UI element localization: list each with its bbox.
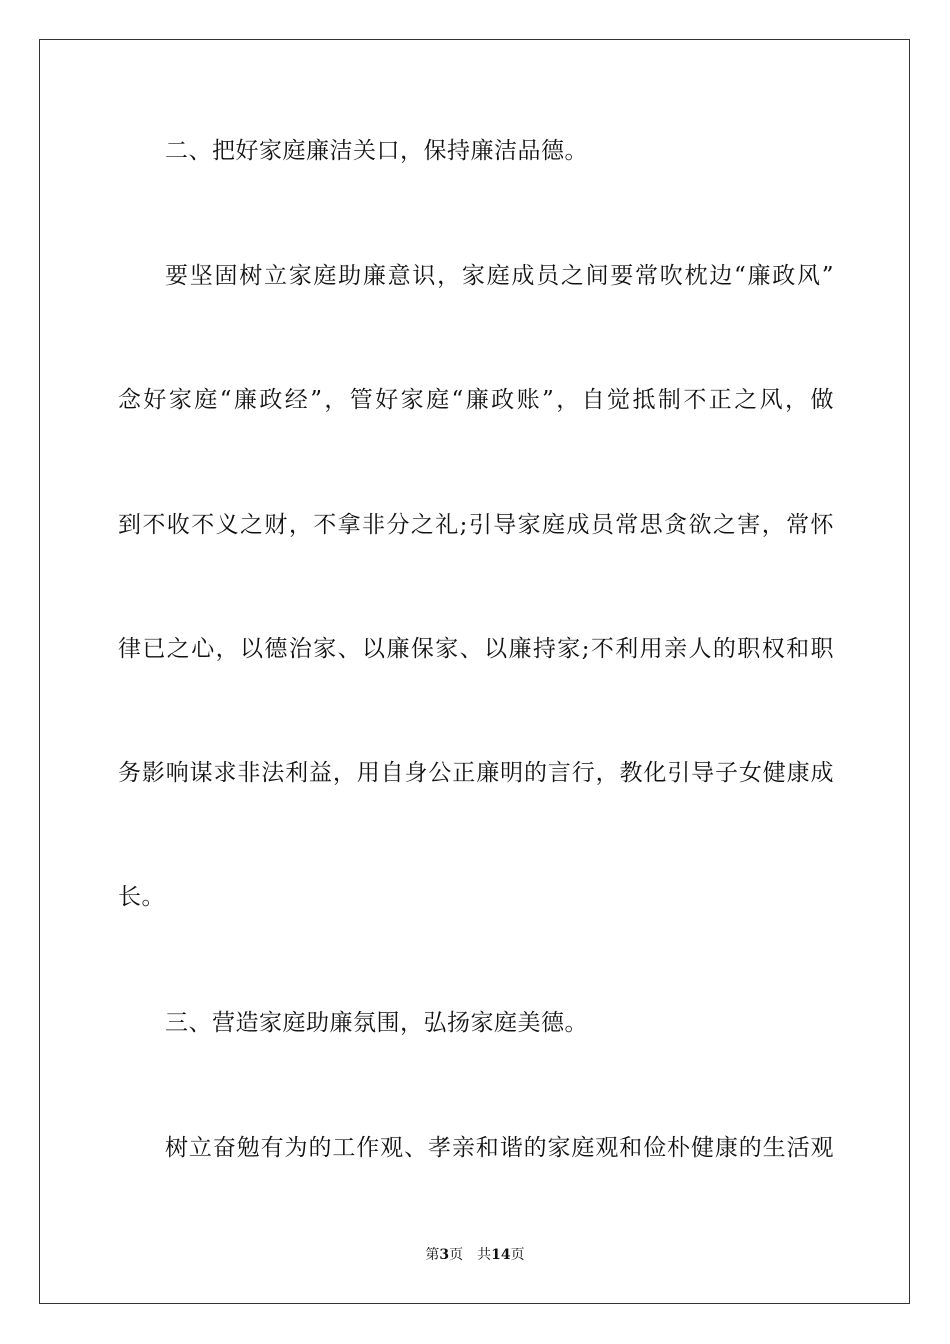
paragraph-line: 长。: [118, 884, 165, 910]
total-pages: 14: [491, 1247, 511, 1263]
paragraph-line: 到不收不义之财，不拿非分之礼;引导家庭成员常思贪欲之害，常怀: [118, 512, 834, 538]
total-suffix: 页: [510, 1247, 525, 1263]
paragraph-line: 要坚固树立家庭助廉意识，家庭成员之间要常吹枕边“廉政风”: [165, 263, 834, 289]
paragraph-line: 念好家庭“廉政经”，管好家庭“廉政账”，自觉抵制不正之风，做: [118, 387, 834, 413]
paragraph-line: 律已之心，以德治家、以廉保家、以廉持家;不利用亲人的职权和职: [118, 636, 834, 662]
paragraph-line: 树立奋勉有为的工作观、孝亲和谐的家庭观和俭朴健康的生活观: [165, 1135, 834, 1161]
page-suffix: 页: [449, 1247, 464, 1263]
page-number: 3: [439, 1247, 450, 1263]
section-heading-3: 三、营造家庭助廉氛围，弘扬家庭美德。: [165, 1010, 588, 1036]
page-frame: [39, 39, 910, 1304]
section-heading-2: 二、把好家庭廉洁关口，保持廉洁品德。: [165, 138, 588, 164]
total-prefix: 共: [477, 1247, 492, 1263]
page-footer: [0, 1245, 950, 1265]
paragraph-line: 务影响谋求非法利益，用自身公正廉明的言行，教化引导子女健康成: [118, 760, 834, 786]
page-prefix: 第: [425, 1247, 440, 1263]
